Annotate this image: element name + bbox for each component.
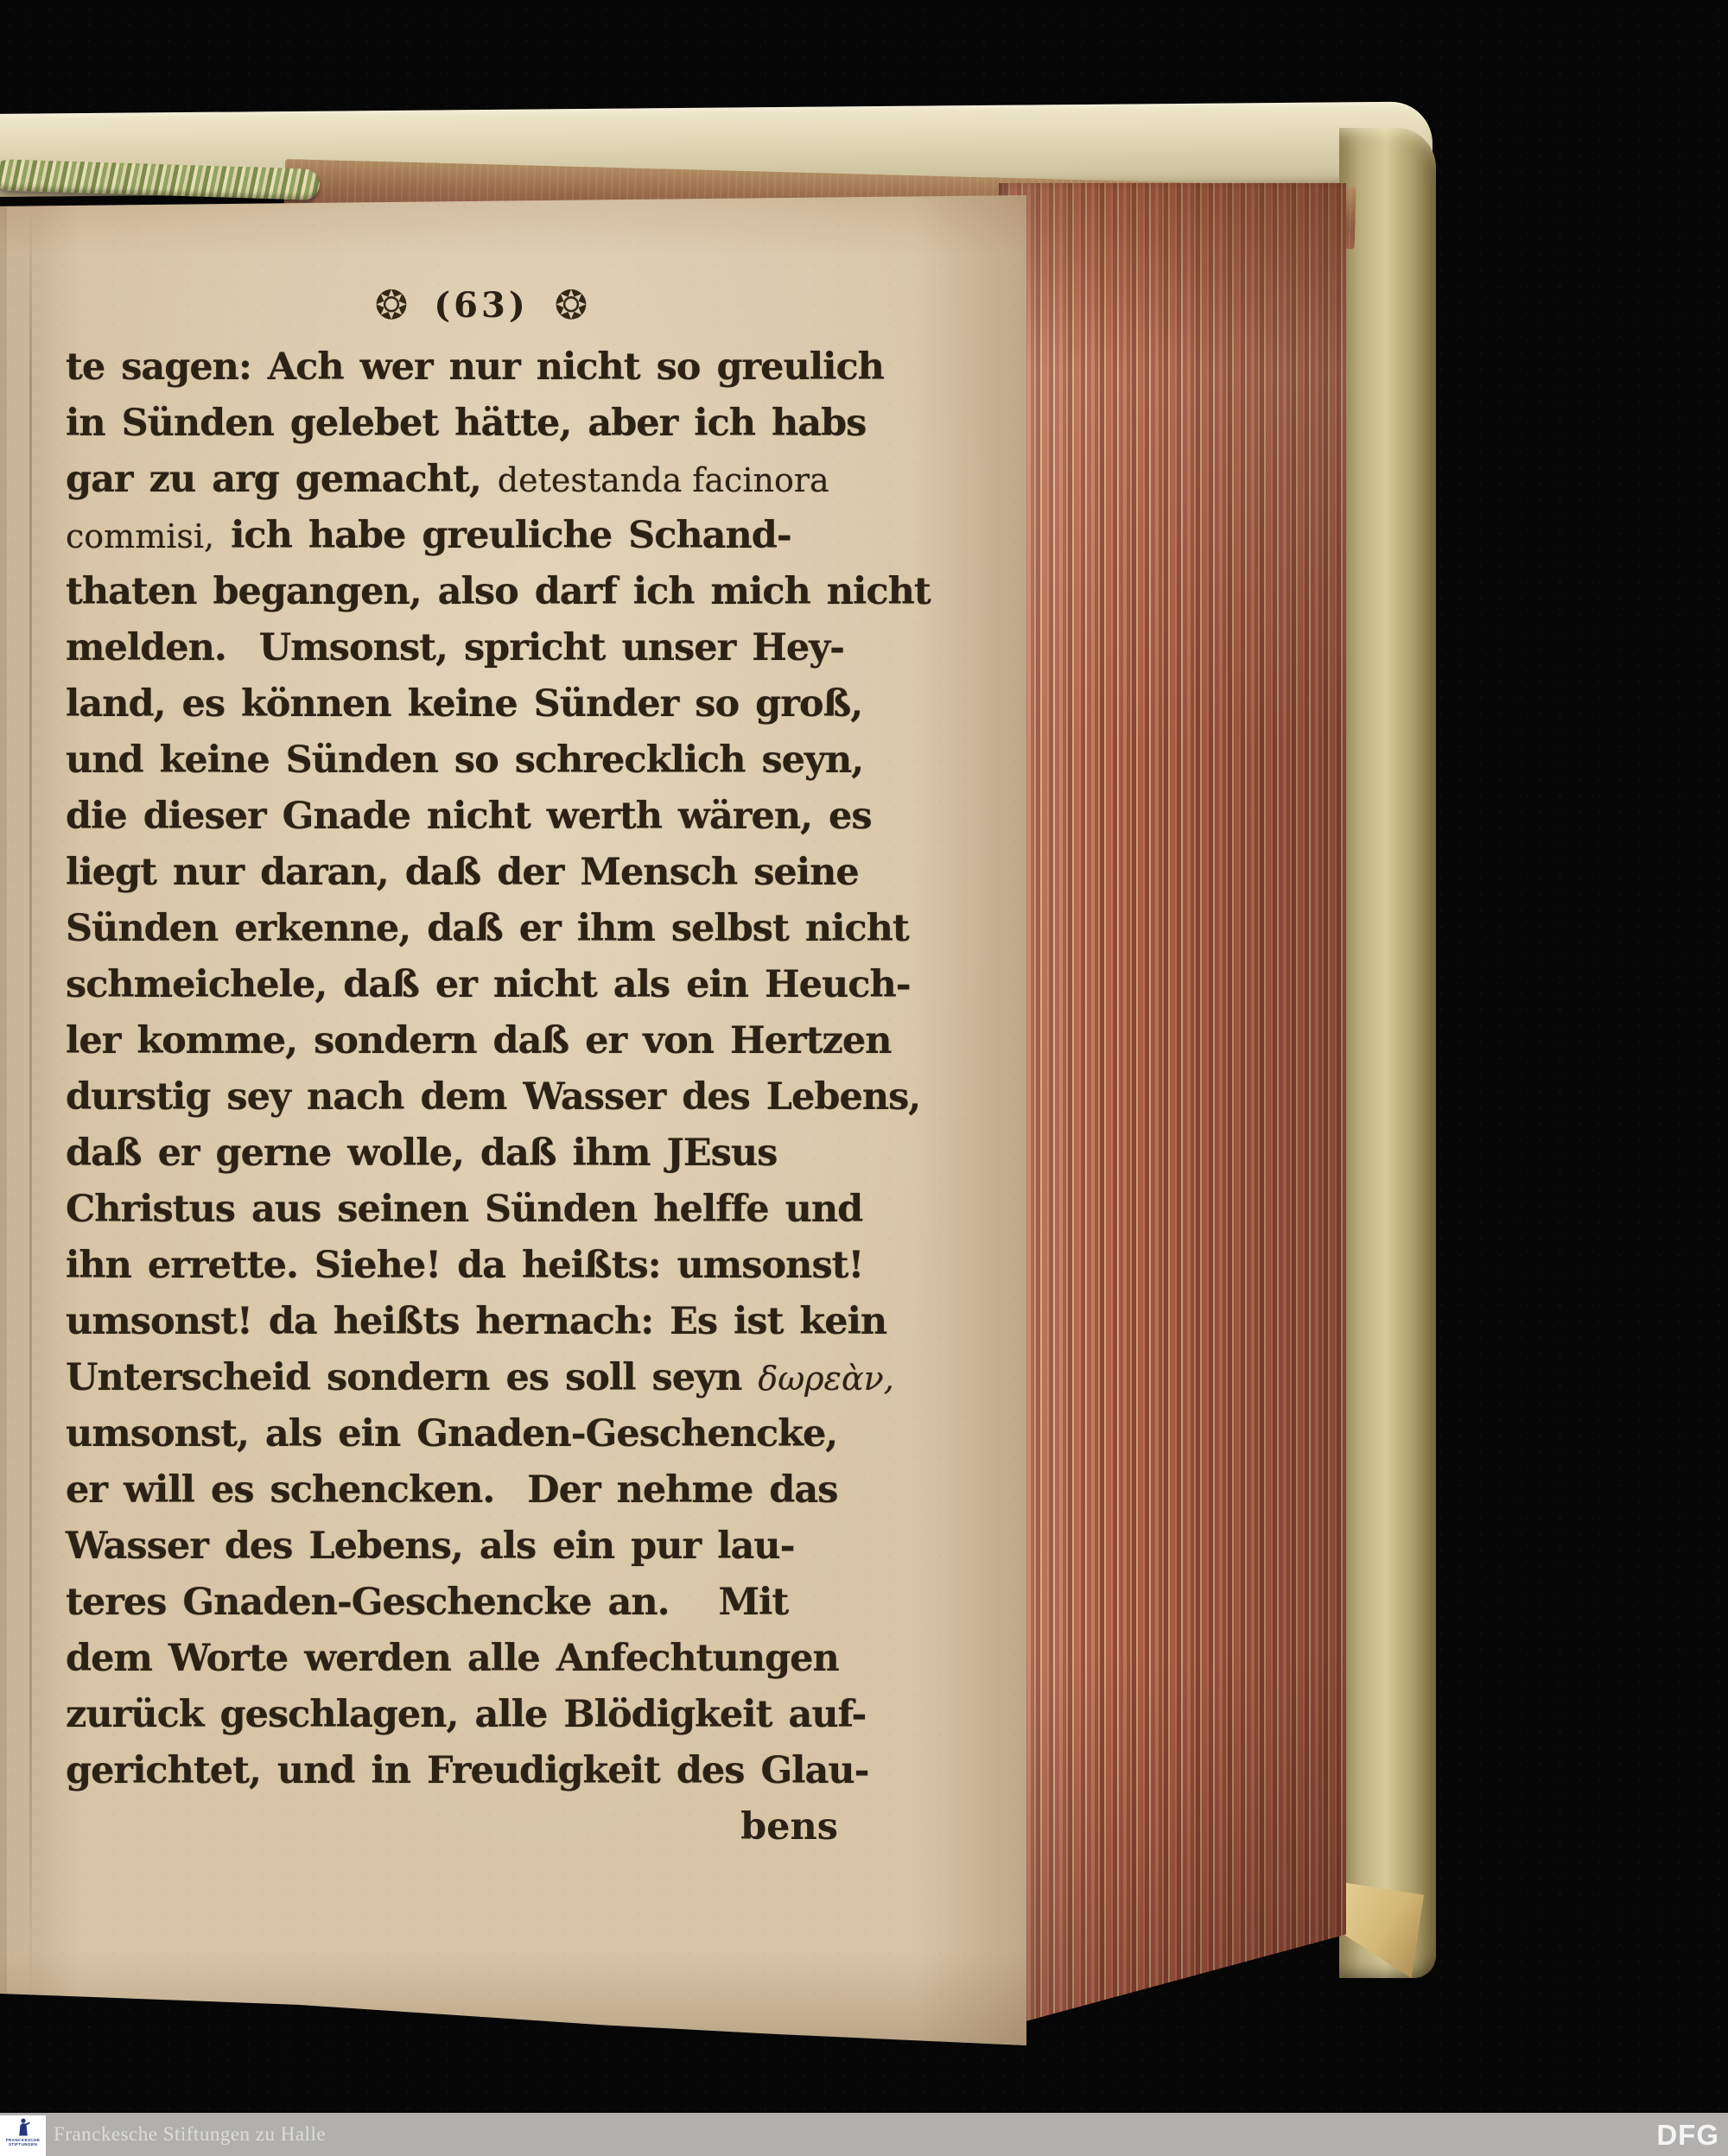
text-line	[66, 1075, 987, 1132]
text-segment: durstig sey nach dem Wasser des Lebens,	[66, 1075, 921, 1119]
text-line	[66, 907, 987, 963]
text-segment: ler komme, sondern daß er von Hertzen	[66, 1019, 892, 1062]
text-segment: umsonst! da heißts hernach: Es ist kein	[66, 1300, 887, 1343]
text-segment: gerichtet, und in Freudigkeit des Glau-	[66, 1749, 869, 1792]
text-line	[66, 851, 987, 907]
text-segment: thaten begangen, also darf ich mich nicht	[66, 570, 931, 613]
text-segment: umsonst, als ein Gnaden-Geschencke,	[66, 1412, 838, 1455]
digitization-footer-bar	[0, 2113, 1728, 2156]
text-line	[66, 1132, 987, 1188]
text-segment: liegt nur daran, daß der Mensch seine	[66, 851, 859, 894]
page-number: (63)	[434, 284, 529, 326]
text-line	[66, 402, 987, 458]
text-line	[66, 739, 987, 795]
text-segment: Wasser des Lebens, als ein pur lau-	[66, 1525, 795, 1568]
text-segment: die dieser Gnade nicht werth wären, es	[66, 795, 872, 838]
dfg-logo: DFG	[1656, 2119, 1719, 2151]
text-segment: te sagen: Ach wer nur nicht so greulich	[66, 346, 884, 389]
catchword: bens	[740, 1805, 838, 1848]
text-segment: und keine Sünden so schrecklich seyn,	[66, 739, 864, 782]
text-line	[66, 795, 987, 851]
text-segment: Unterscheid sondern es soll seyn	[66, 1356, 759, 1399]
printer-ornament-right-icon: ❂	[554, 282, 588, 328]
text-line	[66, 963, 987, 1019]
text-line	[66, 1581, 987, 1637]
text-segment: commisi,	[66, 517, 215, 555]
text-segment: melden. Umsonst, spricht unser Hey-	[66, 626, 845, 669]
text-line	[66, 570, 987, 626]
text-segment: dem Worte werden alle Anfechtungen	[66, 1637, 839, 1680]
text-segment: land, es können keine Sünder so groß,	[66, 682, 863, 726]
page-gutter-crease	[29, 207, 32, 2000]
text-line	[66, 458, 987, 514]
text-line	[66, 1300, 987, 1356]
text-line	[66, 1525, 987, 1581]
text-line	[66, 346, 987, 402]
text-line	[66, 1412, 987, 1468]
text-line	[66, 682, 987, 739]
text-line	[66, 1019, 987, 1075]
text-line	[66, 1693, 987, 1749]
text-line	[66, 514, 987, 570]
institution-logo-box	[0, 2115, 46, 2156]
text-line	[66, 1637, 987, 1693]
page-header	[21, 273, 942, 337]
text-segment: Christus aus seinen Sünden helffe und	[66, 1188, 863, 1231]
text-line	[66, 1468, 987, 1525]
institution-name: Franckesche Stiftungen zu Halle	[54, 2123, 327, 2145]
logo-caption-line1: FRANCKESCHE	[5, 2138, 41, 2142]
text-segment: detestanda facinora	[497, 461, 829, 499]
text-line	[66, 1749, 987, 1805]
text-segment: δωρεὰν,	[758, 1360, 894, 1398]
text-segment: schmeichele, daß er nicht als ein Heuch-	[66, 963, 911, 1006]
text-segment: zurück geschlagen, alle Blödigkeit auf-	[66, 1693, 867, 1736]
book-cover-right-edge	[1339, 128, 1436, 1978]
text-line	[66, 626, 987, 682]
text-line	[66, 1356, 987, 1412]
text-line	[66, 1244, 987, 1300]
franckesche-logo-icon	[15, 2118, 32, 2137]
logo-caption-line2: STIFTUNGEN	[8, 2142, 38, 2147]
text-segment: Sünden erkenne, daß er ihm selbst nicht	[66, 907, 909, 950]
printed-text-block	[66, 273, 987, 1862]
text-line	[66, 1188, 987, 1244]
text-segment: gar zu arg gemacht,	[66, 458, 498, 501]
text-segment: teres Gnaden-Geschencke an. Mit	[66, 1581, 789, 1624]
text-segment: daß er gerne wolle, daß ihm JEsus	[66, 1132, 778, 1175]
text-segment: ihn errette. Siehe! da heißts: umsonst!	[66, 1244, 864, 1287]
text-segment: er will es schencken. Der nehme das	[66, 1468, 838, 1512]
text-segment: ich habe greuliche Schand-	[214, 514, 791, 557]
red-stained-fore-edge	[999, 183, 1346, 2066]
printer-ornament-left-icon: ❂	[374, 282, 409, 328]
text-lines	[66, 346, 987, 1805]
text-segment: in Sünden gelebet hätte, aber ich habs	[66, 402, 867, 445]
